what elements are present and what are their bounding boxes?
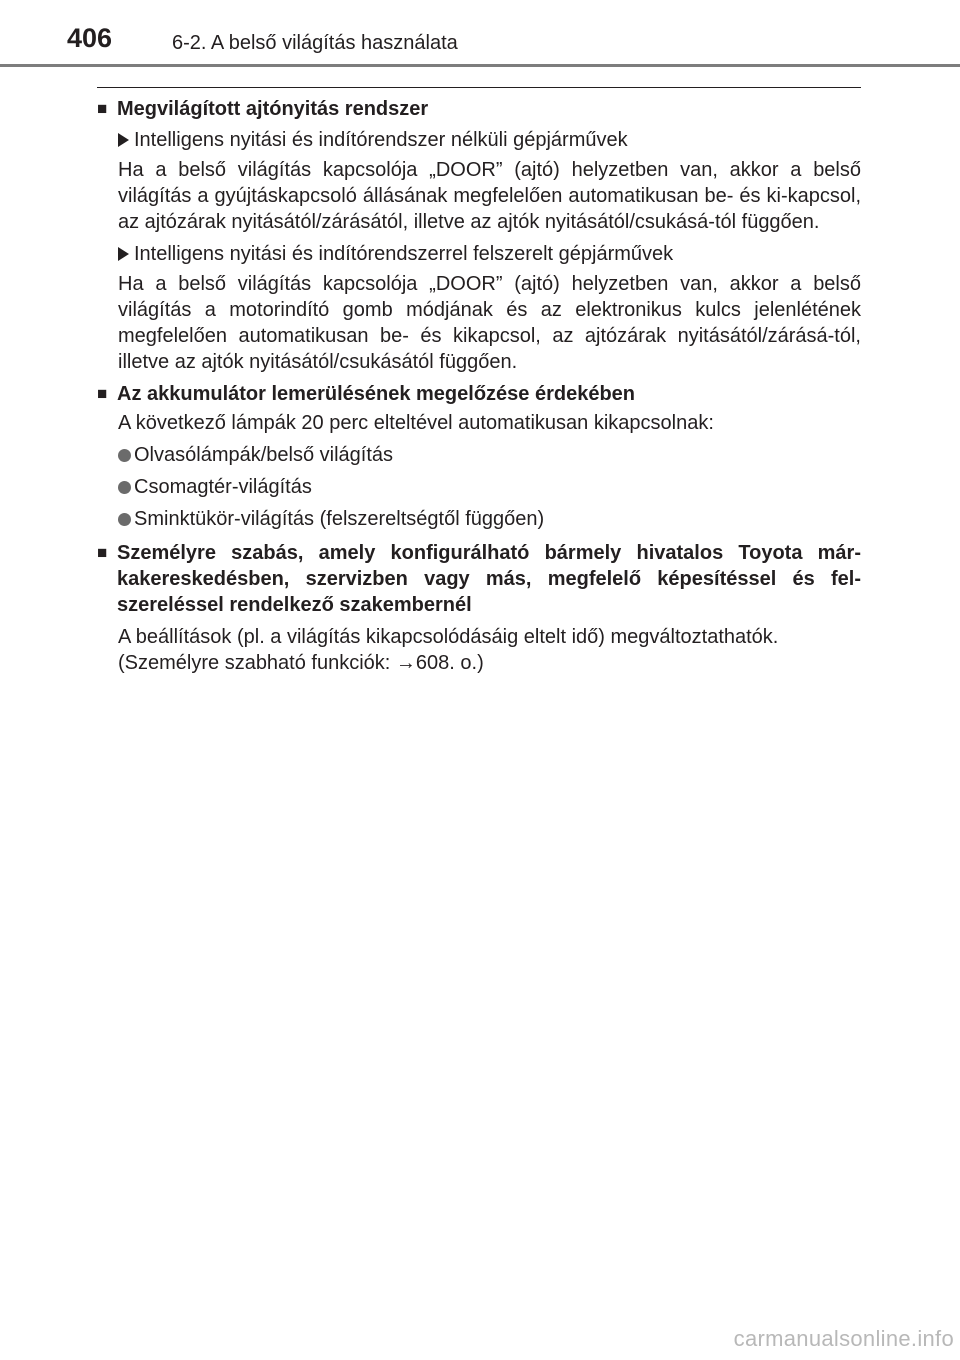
- section-heading-door-lighting: [97, 96, 861, 122]
- subheading-with-smart-key: [97, 241, 861, 267]
- square-bullet-icon: ■: [97, 384, 108, 403]
- list-item-text: Olvasólámpák/belső világítás: [134, 444, 394, 466]
- triangle-right-icon: [118, 133, 129, 147]
- section-heading-customization: [97, 540, 861, 618]
- list-item: [97, 442, 861, 468]
- heading-text: Megvilágított ajtónyitás rendszer: [117, 98, 429, 120]
- subheading-without-smart-key: [97, 127, 861, 153]
- section-title: 6-2. A belső világítás használata: [172, 32, 458, 54]
- paragraph: Ha a belső világítás kapcsolója „DOOR” (ajtó) helyzetben van, akkor a belső világítás a motorindító gomb módjának és az elektronikus kulcs jelenlétének megfelelően automatikusan be- és kikapcsol, az ajtózárak nyitásától/zárásá-tól, illetve az ajtók nyitásától/csukásától függően.: [118, 273, 861, 373]
- round-bullet-icon: [118, 513, 131, 526]
- heading-text: Személyre szabás, amely konfigurálható bármely hivatalos Toyota már-kakereskedésben, szervizben vagy más, megfelelő képesítéssel és fel-szereléssel rendelkező szakembernél: [117, 542, 861, 616]
- content-divider: [97, 87, 861, 88]
- list-item: [97, 506, 861, 532]
- list-item-text: Csomagtér-világítás: [134, 476, 312, 498]
- paragraph: A következő lámpák 20 perc elteltével automatikusan kikapcsolnak:: [118, 412, 714, 434]
- page-header: [0, 0, 960, 68]
- list-item-text: Sminktükör-világítás (felszereltségtől függően): [134, 508, 545, 530]
- round-bullet-icon: [118, 449, 131, 462]
- page-number: 406: [67, 23, 113, 53]
- watermark: carmanualsonline.info: [733, 1326, 954, 1351]
- square-bullet-icon: ■: [97, 543, 108, 562]
- subheading-text: Intelligens nyitási és indítórendszerrel felszerelt gépjárművek: [134, 243, 674, 265]
- triangle-right-icon: [118, 247, 129, 261]
- round-bullet-icon: [118, 481, 131, 494]
- subheading-text: Intelligens nyitási és indítórendszer nélküli gépjárművek: [134, 129, 628, 151]
- paragraph-reference: (Személyre szabható funkciók: →608. o.): [118, 652, 484, 674]
- square-bullet-icon: ■: [97, 99, 108, 118]
- section-heading-battery: [97, 381, 861, 407]
- heading-text: Az akkumulátor lemerülésének megelőzése érdekében: [117, 383, 636, 405]
- paragraph: Ha a belső világítás kapcsolója „DOOR” (ajtó) helyzetben van, akkor a belső világítás a gyújtáskapcsoló állásának megfelelően automatikusan be- és ki-kapcsol, az ajtózárak nyitásától/zárásától, illetve az ajtók nyitásától/csukásá-tól függően.: [118, 159, 861, 233]
- page-content: [97, 96, 861, 682]
- paragraph: A beállítások (pl. a világítás kikapcsolódásáig eltelt idő) megváltoztathatók.: [118, 626, 779, 648]
- header-divider: [0, 64, 960, 67]
- list-item: [97, 474, 861, 500]
